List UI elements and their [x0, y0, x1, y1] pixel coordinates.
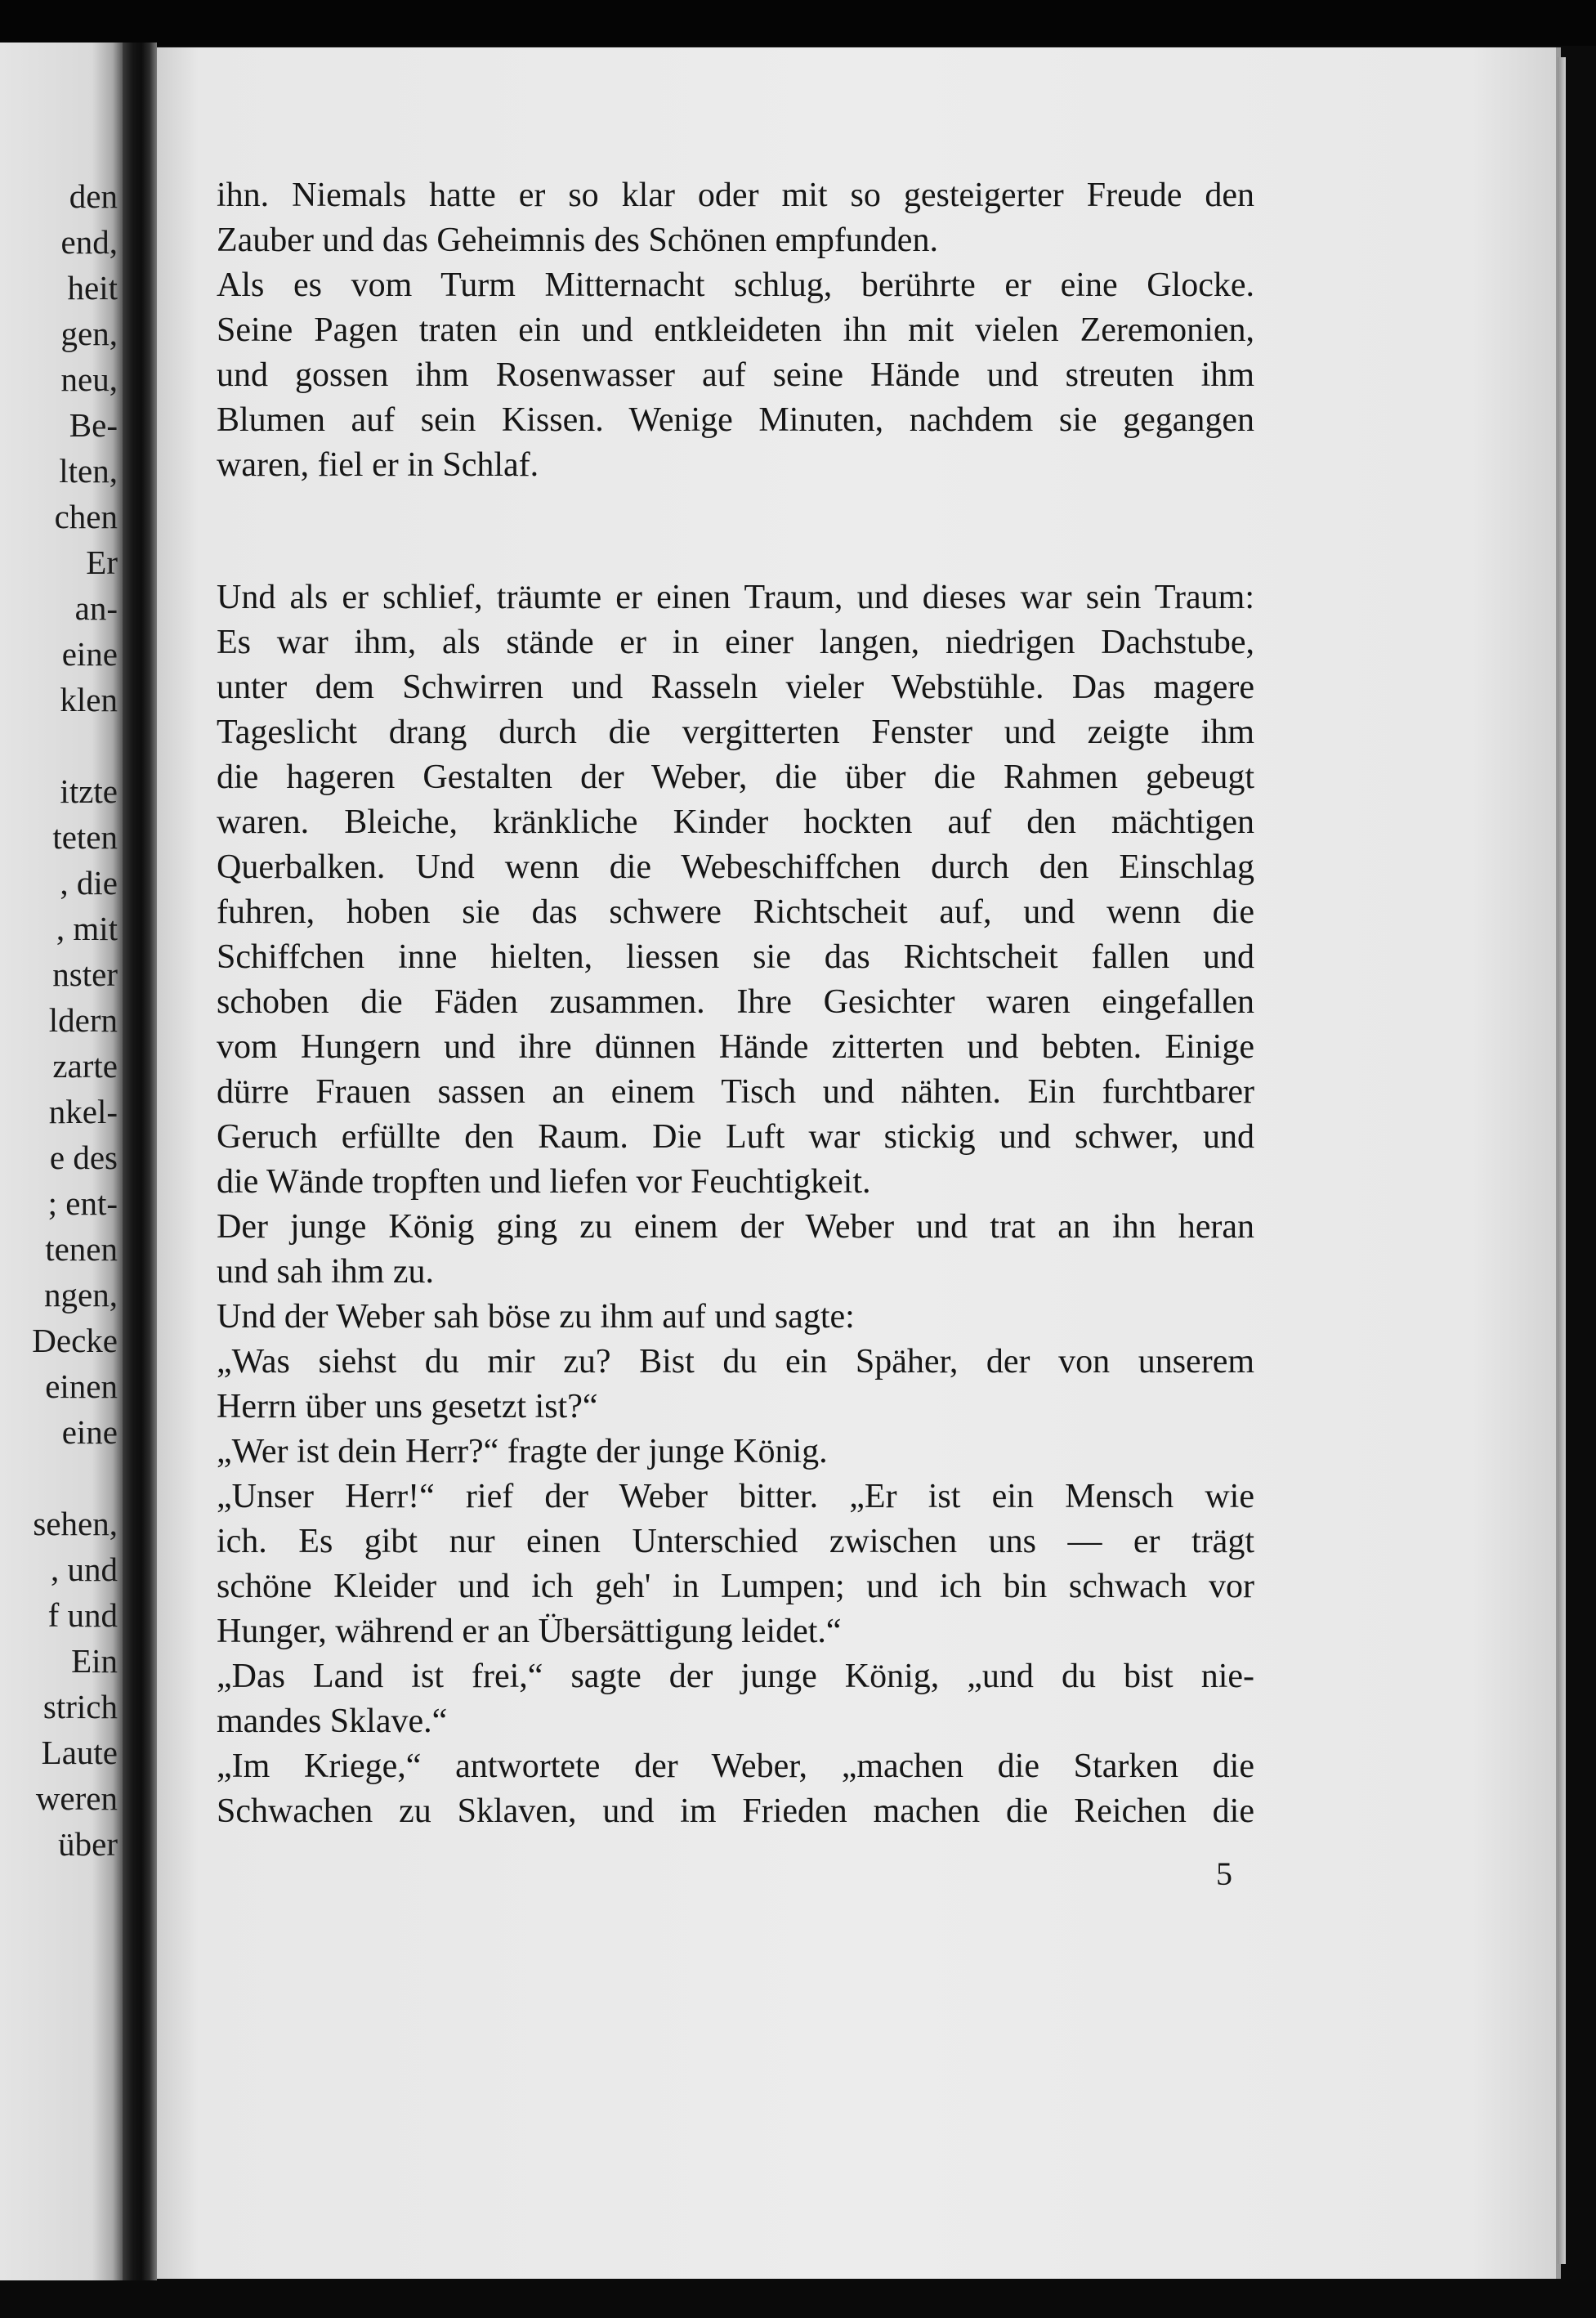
previous-page-fragment: gen,	[60, 315, 118, 352]
previous-page-fragment: eine	[61, 635, 118, 673]
previous-page-fragment: ldern	[48, 1001, 118, 1039]
previous-page-fragment: an-	[74, 589, 118, 627]
previous-page-fragment: Laute	[41, 1734, 118, 1771]
previous-page-fragment: einen	[45, 1367, 118, 1405]
text-line: die Wände tropften und liefen vor Feuchtigkeit.	[217, 1163, 871, 1201]
text-line: ihn. Niemals hatte er so klar oder mit so gesteigerter Freude den	[217, 177, 1254, 214]
previous-page-fragment: , mit	[56, 910, 118, 947]
previous-page-fragment: e des	[49, 1139, 118, 1176]
previous-page-fragment: , die	[60, 864, 118, 902]
previous-page-fragment: sehen,	[33, 1505, 118, 1542]
text-line: Es war ihm, als stände er in einer langen, niedrigen Dachstube,	[217, 624, 1254, 661]
page-edge-shadow	[1558, 57, 1566, 2264]
previous-page-fragment: itzte	[60, 772, 118, 810]
text-line: „Was siehst du mir zu? Bist du ein Späher, der von unserem	[217, 1343, 1254, 1381]
text-line: Hunger, während er an Übersättigung leidet.“	[217, 1613, 842, 1650]
text-line: Tageslicht drang durch die vergitterten Fenster und zeigte ihm	[217, 714, 1254, 751]
text-line: Geruch erfüllte den Raum. Die Luft war stickig und schwer, und	[217, 1118, 1254, 1156]
page-number: 5	[1216, 1855, 1232, 1892]
text-line: „Im Kriege,“ antwortete der Weber, „machen die Starken die	[217, 1747, 1254, 1785]
scan-frame-top	[0, 0, 1596, 46]
text-line: waren, fiel er in Schlaf.	[217, 446, 539, 484]
book-spine-gutter	[123, 43, 157, 2289]
previous-page-fragment: , und	[51, 1551, 118, 1588]
previous-page-fragment: heit	[67, 269, 118, 307]
previous-page-fragment: strich	[42, 1688, 118, 1725]
previous-page-fragment: f und	[47, 1596, 118, 1634]
previous-page-fragment: klen	[60, 681, 118, 718]
previous-page-fragment: ngen,	[44, 1276, 118, 1313]
scan-frame-bottom	[0, 2280, 1596, 2318]
previous-page-fragment: Be-	[69, 406, 118, 444]
text-line: schoben die Fäden zusammen. Ihre Gesichter waren eingefallen	[217, 983, 1254, 1021]
text-line: dürre Frauen sassen an einem Tisch und nähten. Ein furchtbarer	[217, 1073, 1254, 1111]
text-line: Herrn über uns gesetzt ist?“	[217, 1388, 598, 1425]
text-line: Und der Weber sah böse zu ihm auf und sagte:	[217, 1298, 855, 1336]
previous-page-fragment: weren	[35, 1779, 118, 1817]
text-line: Schiffchen inne hielten, liessen sie das Richtscheit fallen und	[217, 938, 1254, 976]
text-line: „Wer ist dein Herr?“ fragte der junge König.	[217, 1433, 828, 1470]
text-line: Schwachen zu Sklaven, und im Frieden machen die Reichen die	[217, 1792, 1254, 1830]
previous-page-fragment: den	[69, 177, 118, 215]
previous-page-fragment: lten,	[59, 452, 118, 490]
text-line: vom Hungern und ihre dünnen Hände zitterten und bebten. Einige	[217, 1028, 1254, 1066]
text-line: und gossen ihm Rosenwasser auf seine Hände und streuten ihm	[217, 356, 1254, 394]
text-line: waren. Bleiche, kränkliche Kinder hockten auf den mächtigen	[217, 803, 1254, 841]
previous-page-fragment: zarte	[52, 1047, 118, 1085]
text-line: Und als er schlief, träumte er einen Traum, und dieses war sein Traum:	[217, 579, 1254, 616]
text-line: Zauber und das Geheimnis des Schönen empfunden.	[217, 222, 938, 259]
previous-page-fragment: tenen	[45, 1230, 118, 1268]
text-line: schöne Kleider und ich geh' in Lumpen; und ich bin schwach vor	[217, 1568, 1254, 1605]
text-line: unter dem Schwirren und Rasseln vieler Webstühle. Das magere	[217, 669, 1254, 706]
text-line: mandes Sklave.“	[217, 1703, 448, 1740]
text-line: „Das Land ist frei,“ sagte der junge König, „und du bist nie-	[217, 1658, 1254, 1695]
text-line: Querbalken. Und wenn die Webeschiffchen durch den Einschlag	[217, 848, 1254, 886]
previous-page-fragment: end,	[60, 223, 118, 261]
text-line: ich. Es gibt nur einen Unterschied zwischen uns — er trägt	[217, 1523, 1254, 1560]
text-line: Seine Pagen traten ein und entkleideten ihn mit vielen Zeremonien,	[217, 311, 1254, 349]
previous-page-fragment: neu,	[60, 360, 118, 398]
previous-page-fragment: teten	[52, 818, 118, 856]
previous-page-fragment: nster	[52, 955, 118, 993]
previous-page-fragment: chen	[54, 498, 118, 535]
previous-page-fragment: eine	[61, 1413, 118, 1451]
previous-page-fragment: nkel-	[48, 1093, 118, 1130]
previous-page-strip	[0, 43, 123, 2289]
text-line: Blumen auf sein Kissen. Wenige Minuten, nachdem sie gegangen	[217, 401, 1254, 439]
text-line: Der junge König ging zu einem der Weber und trat an ihn heran	[217, 1208, 1254, 1246]
previous-page-fragment: über	[58, 1825, 118, 1863]
text-line: Als es vom Turm Mitternacht schlug, berührte er eine Glocke.	[217, 266, 1254, 304]
text-line: „Unser Herr!“ rief der Weber bitter. „Er ist ein Mensch wie	[217, 1478, 1254, 1515]
previous-page-fragment: ; ent-	[47, 1184, 118, 1222]
previous-page-fragment: Er	[86, 544, 118, 581]
text-line: fuhren, hoben sie das schwere Richtscheit auf, und wenn die	[217, 893, 1254, 931]
text-line: die hageren Gestalten der Weber, die über die Rahmen gebeugt	[217, 758, 1254, 796]
text-line: und sah ihm zu.	[217, 1253, 434, 1291]
previous-page-fragment: Decke	[32, 1322, 118, 1359]
previous-page-fragment: Ein	[71, 1642, 118, 1680]
